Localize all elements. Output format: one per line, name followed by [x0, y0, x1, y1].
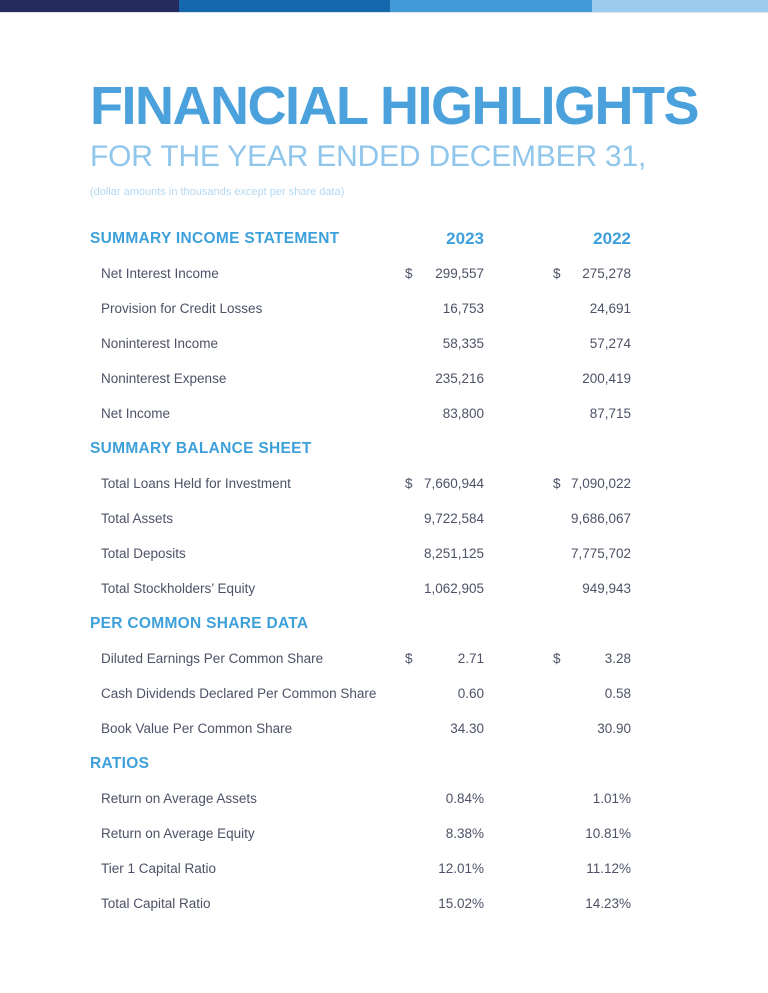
row-value-2022: 7,090,022: [570, 476, 631, 491]
row-value-2023: 8.38%: [445, 826, 484, 841]
amounts-note: (dollar amounts in thousands except per share data): [90, 186, 345, 198]
row-value-2022: 87,715: [589, 406, 631, 421]
row-value-2022: 57,274: [589, 336, 631, 351]
row-value-2023: 15.02%: [438, 896, 484, 911]
financial-table: [90, 221, 631, 921]
page-title: FINANCIAL HIGHLIGHTS: [90, 76, 698, 136]
table-row: [90, 571, 631, 606]
top-bar-segment-navy: [0, 0, 179, 12]
row-value-2022: 14.23%: [585, 896, 631, 911]
row-label: Total Stockholders’ Equity: [101, 581, 256, 596]
currency-symbol-2022: $: [553, 651, 561, 666]
row-value-2023: 83,800: [442, 406, 484, 421]
row-value-2022: 1.01%: [592, 791, 631, 806]
row-value-2023: 299,557: [435, 266, 484, 281]
row-value-2023: 58,335: [442, 336, 484, 351]
section-header-label: RATIOS: [90, 754, 150, 772]
row-label: Total Deposits: [101, 546, 186, 561]
row-value-2023: 9,722,584: [423, 511, 484, 526]
currency-symbol-2022: $: [553, 266, 561, 281]
table-row: [90, 291, 631, 326]
table-row: [90, 396, 631, 431]
row-label: Tier 1 Capital Ratio: [101, 861, 217, 876]
row-label: Diluted Earnings Per Common Share: [101, 651, 324, 666]
row-label: Net Income: [101, 406, 171, 421]
row-label: Total Assets: [101, 511, 174, 526]
row-value-2023: 0.60: [457, 686, 484, 701]
table-row: [90, 851, 631, 886]
row-value-2023: 1,062,905: [423, 581, 484, 596]
section-header-label: SUMMARY BALANCE SHEET: [90, 439, 312, 457]
top-color-bar: [0, 0, 768, 13]
table-row: [90, 886, 631, 921]
row-value-2022: 200,419: [582, 371, 631, 386]
row-value-2022: 3.28: [604, 651, 631, 666]
currency-symbol-2023: $: [405, 266, 413, 281]
table-row: [90, 816, 631, 851]
row-value-2023: 8,251,125: [423, 546, 484, 561]
currency-symbol-2023: $: [405, 476, 413, 491]
row-label: Cash Dividends Declared Per Common Share: [101, 686, 377, 701]
section-header-row: [90, 746, 631, 781]
section-header-label: SUMMARY INCOME STATEMENT: [90, 229, 340, 247]
currency-symbol-2022: $: [553, 476, 561, 491]
row-label: Noninterest Income: [101, 336, 219, 351]
row-label: Total Capital Ratio: [101, 896, 211, 911]
row-value-2022: 10.81%: [585, 826, 631, 841]
section-header-label: PER COMMON SHARE DATA: [90, 614, 309, 632]
row-value-2022: 949,943: [582, 581, 631, 596]
table-row: [90, 781, 631, 816]
year-header-2023: 2023: [446, 228, 484, 248]
table-row: [90, 361, 631, 396]
top-bar-segment-sky: [390, 0, 592, 12]
row-value-2022: 0.58: [604, 686, 631, 701]
row-label: Book Value Per Common Share: [101, 721, 293, 736]
row-label: Return on Average Assets: [101, 791, 257, 806]
row-value-2022: 275,278: [582, 266, 631, 281]
row-value-2023: 7,660,944: [423, 476, 484, 491]
row-value-2022: 9,686,067: [570, 511, 631, 526]
page-content: [0, 76, 768, 921]
top-bar-segment-blue: [179, 0, 390, 12]
row-value-2023: 2.71: [457, 651, 484, 666]
row-value-2022: 11.12%: [586, 861, 631, 876]
row-value-2023: 0.84%: [445, 791, 484, 806]
table-row: [90, 466, 631, 501]
table-row: [90, 641, 631, 676]
table-row: [90, 676, 631, 711]
table-row: [90, 256, 631, 291]
row-value-2022: 24,691: [589, 301, 631, 316]
table-row: [90, 326, 631, 361]
top-bar-segment-pale: [592, 0, 768, 12]
row-label: Provision for Credit Losses: [101, 301, 263, 316]
row-label: Return on Average Equity: [101, 826, 255, 841]
section-header-row: [90, 606, 631, 641]
row-value-2023: 16,753: [442, 301, 484, 316]
row-value-2023: 235,216: [435, 371, 484, 386]
row-label: Net Interest Income: [101, 266, 219, 281]
currency-symbol-2023: $: [405, 651, 413, 666]
table-row: [90, 536, 631, 571]
year-header-2022: 2022: [593, 228, 631, 248]
row-value-2023: 34.30: [450, 721, 484, 736]
section-header-row: [90, 431, 631, 466]
section-header-row: [90, 221, 631, 256]
page-subtitle: FOR THE YEAR ENDED DECEMBER 31,: [90, 140, 647, 173]
row-value-2022: 30.90: [597, 721, 631, 736]
table-row: [90, 711, 631, 746]
row-label: Noninterest Expense: [101, 371, 227, 386]
row-value-2022: 7,775,702: [570, 546, 631, 561]
row-label: Total Loans Held for Investment: [101, 476, 291, 491]
table-row: [90, 501, 631, 536]
row-value-2023: 12.01%: [438, 861, 484, 876]
